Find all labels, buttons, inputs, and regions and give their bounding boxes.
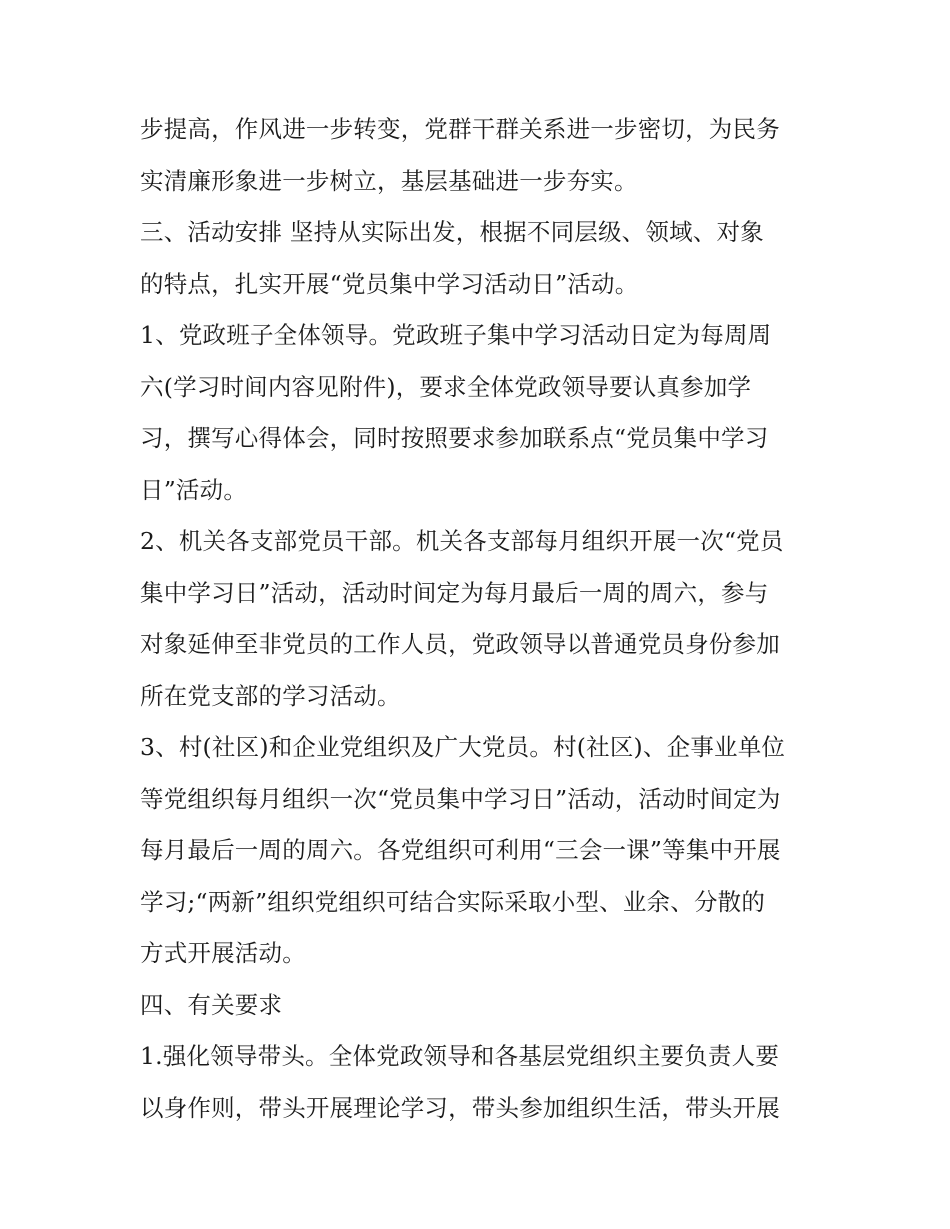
text-line: 实清廉形象进一步树立，基层基础进一步夯实。 xyxy=(140,166,638,195)
text-line: 等党组织每月组织一次“党员集中学习日”活动，活动时间定为 xyxy=(140,784,781,813)
list-item-1: 1、党政班子全体领导。党政班子集中学习活动日定为每周周 xyxy=(140,321,772,349)
text-line: 六(学习时间内容见附件)，要求全体党政领导要认真参加学 xyxy=(140,372,752,401)
list-item-2: 2、机关各支部党员干部。机关各支部每月组织开展一次“党员 xyxy=(140,527,784,555)
requirement-item-1: 1.强化领导带头。全体党政领导和各基层党组织主要负责人要 xyxy=(140,1042,780,1070)
text-line: 以身作则，带头开展理论学习，带头参加组织生活，带头开展 xyxy=(140,1093,780,1122)
list-item-3: 3、村(社区)和企业党组织及广大党员。村(社区)、企事业单位 xyxy=(140,733,786,761)
text-line: 日”活动。 xyxy=(140,475,248,504)
text-line: 方式开展活动。 xyxy=(140,939,306,967)
text-line: 对象延伸至非党员的工作人员，党政领导以普通党员身份参加 xyxy=(140,630,780,658)
text-line: 所在党支部的学习活动。 xyxy=(140,681,401,710)
text-line: 习，撰写心得体会，同时按照要求参加联系点“党员集中学习 xyxy=(140,424,769,452)
document-body xyxy=(140,104,820,1134)
text-line: 步提高，作风进一步转变，党群干群关系进一步密切，为民务 xyxy=(140,115,780,143)
text-line: 的特点，扎实开展“党员集中学习活动日”活动。 xyxy=(140,269,639,298)
text-line: 集中学习日”活动，活动时间定为每月最后一周的周六，参与 xyxy=(140,578,769,607)
text-line: 学习;“两新”组织党组织可结合实际采取小型、业余、分散的 xyxy=(140,887,766,916)
text-line: 每月最后一周的周六。各党组织可利用“三会一课”等集中开展 xyxy=(140,836,781,864)
section-heading-3: 三、活动安排 坚持从实际出发，根据不同层级、领域、对象 xyxy=(140,218,764,246)
section-heading-4: 四、有关要求 xyxy=(140,990,283,1019)
